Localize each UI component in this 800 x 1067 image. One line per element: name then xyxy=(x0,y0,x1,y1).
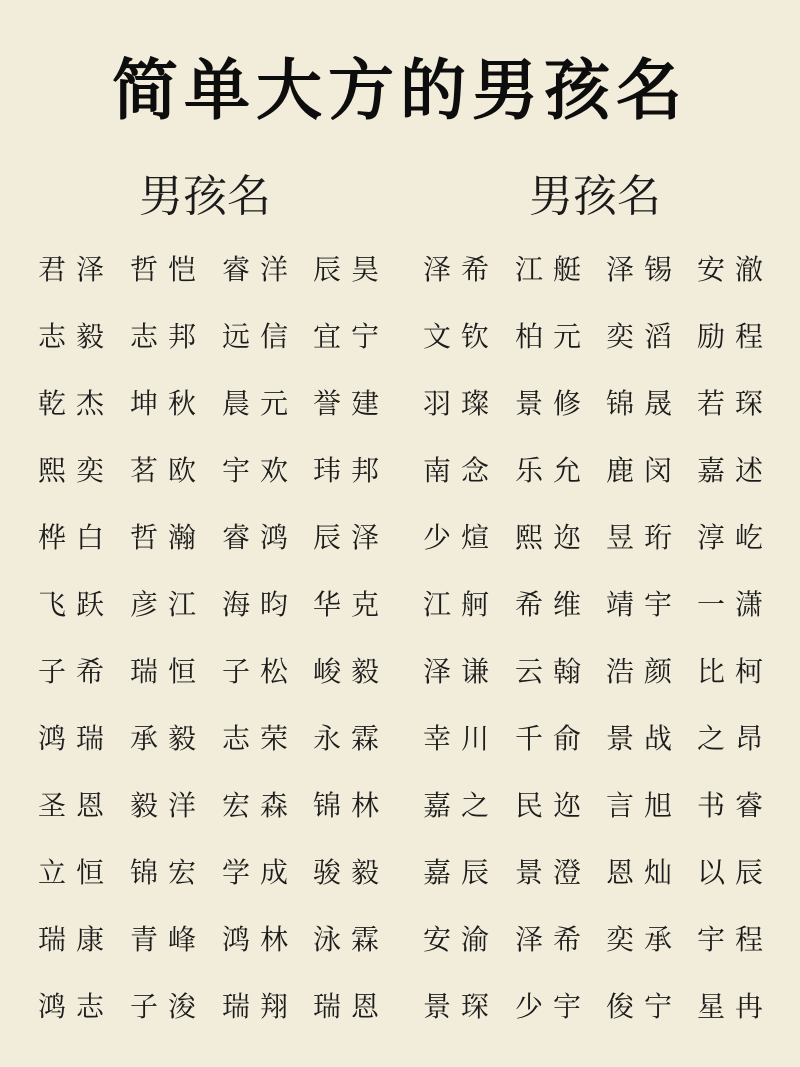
name-item: 泽希 xyxy=(515,923,592,956)
name-item: 永霖 xyxy=(313,722,390,755)
name-item: 瑞恒 xyxy=(130,655,207,688)
name-item: 学成 xyxy=(222,856,299,889)
name-item: 千俞 xyxy=(515,722,592,755)
name-item: 子希 xyxy=(38,655,115,688)
name-item: 熙奕 xyxy=(38,454,115,487)
name-item: 以辰 xyxy=(697,856,774,889)
name-item: 圣恩 xyxy=(38,789,115,822)
name-row xyxy=(0,370,800,437)
name-item: 海昀 xyxy=(222,588,299,621)
name-item: 晨元 xyxy=(222,387,299,420)
name-item: 嘉辰 xyxy=(423,856,500,889)
name-item: 少煊 xyxy=(423,521,500,554)
name-row xyxy=(0,973,800,1040)
name-item: 瑞恩 xyxy=(313,990,390,1023)
name-item: 子浚 xyxy=(130,990,207,1023)
name-item: 昱珩 xyxy=(606,521,683,554)
name-item: 励程 xyxy=(697,320,774,353)
name-item: 睿洋 xyxy=(222,253,299,286)
name-item: 宇欢 xyxy=(222,454,299,487)
name-row xyxy=(0,772,800,839)
name-item: 江舸 xyxy=(423,588,500,621)
name-item: 嘉之 xyxy=(423,789,500,822)
name-item: 熙迩 xyxy=(515,521,592,554)
name-item: 子松 xyxy=(222,655,299,688)
name-row xyxy=(0,303,800,370)
name-item: 文钦 xyxy=(423,320,500,353)
name-item: 奕承 xyxy=(606,923,683,956)
name-item: 乐允 xyxy=(515,454,592,487)
name-item: 恩灿 xyxy=(606,856,683,889)
name-item: 立恒 xyxy=(38,856,115,889)
name-item: 泽希 xyxy=(423,253,500,286)
name-item: 嘉述 xyxy=(697,454,774,487)
name-item: 誉建 xyxy=(313,387,390,420)
name-item: 君泽 xyxy=(38,253,115,286)
name-item: 鸿志 xyxy=(38,990,115,1023)
name-item: 希维 xyxy=(515,588,592,621)
name-item: 安渝 xyxy=(423,923,500,956)
name-item: 云翰 xyxy=(515,655,592,688)
name-item: 辰昊 xyxy=(313,253,390,286)
name-item: 比柯 xyxy=(697,655,774,688)
name-row xyxy=(0,638,800,705)
name-item: 锦林 xyxy=(313,789,390,822)
name-item: 一潇 xyxy=(697,588,774,621)
name-item: 宜宁 xyxy=(313,320,390,353)
name-item: 泽谦 xyxy=(423,655,500,688)
left-column-header: 男孩名 xyxy=(139,171,271,222)
name-item: 哲瀚 xyxy=(130,521,207,554)
name-row xyxy=(0,437,800,504)
name-item: 景战 xyxy=(606,722,683,755)
name-item: 茗欧 xyxy=(130,454,207,487)
page-title: 简单大方的男孩名 xyxy=(112,51,688,129)
name-row xyxy=(0,571,800,638)
name-item: 淳屹 xyxy=(697,521,774,554)
name-item: 承毅 xyxy=(130,722,207,755)
name-item: 锦晟 xyxy=(606,387,683,420)
name-item: 浩颜 xyxy=(606,655,683,688)
name-row xyxy=(0,705,800,772)
name-item: 泽锡 xyxy=(606,253,683,286)
name-item: 鹿闵 xyxy=(606,454,683,487)
name-item: 安澈 xyxy=(697,253,774,286)
name-item: 桦白 xyxy=(38,521,115,554)
name-item: 远信 xyxy=(222,320,299,353)
name-item: 志荣 xyxy=(222,722,299,755)
name-item: 景澄 xyxy=(515,856,592,889)
name-item: 幸川 xyxy=(423,722,500,755)
name-item: 飞跃 xyxy=(38,588,115,621)
name-row xyxy=(0,236,800,303)
name-item: 坤秋 xyxy=(130,387,207,420)
name-item: 瑞翔 xyxy=(222,990,299,1023)
name-item: 景琛 xyxy=(423,990,500,1023)
name-item: 玮邦 xyxy=(313,454,390,487)
name-item: 志毅 xyxy=(38,320,115,353)
name-item: 峻毅 xyxy=(313,655,390,688)
name-item: 鸿林 xyxy=(222,923,299,956)
name-item: 奕滔 xyxy=(606,320,683,353)
name-item: 泳霖 xyxy=(313,923,390,956)
name-item: 民迩 xyxy=(515,789,592,822)
name-item: 景修 xyxy=(515,387,592,420)
name-item: 星冉 xyxy=(697,990,774,1023)
name-item: 宇程 xyxy=(697,923,774,956)
name-item: 俊宁 xyxy=(606,990,683,1023)
name-item: 志邦 xyxy=(130,320,207,353)
name-item: 羽璨 xyxy=(423,387,500,420)
name-item: 言旭 xyxy=(606,789,683,822)
name-item: 彦江 xyxy=(130,588,207,621)
name-item: 南念 xyxy=(423,454,500,487)
name-item: 靖宇 xyxy=(606,588,683,621)
name-item: 柏元 xyxy=(515,320,592,353)
name-item: 哲恺 xyxy=(130,253,207,286)
name-item: 骏毅 xyxy=(313,856,390,889)
name-item: 江艇 xyxy=(515,253,592,286)
right-column-header: 男孩名 xyxy=(529,171,661,222)
names-grid xyxy=(0,236,800,1040)
name-item: 乾杰 xyxy=(38,387,115,420)
name-item: 青峰 xyxy=(130,923,207,956)
name-item: 辰泽 xyxy=(313,521,390,554)
name-item: 鸿瑞 xyxy=(38,722,115,755)
name-item: 瑞康 xyxy=(38,923,115,956)
name-item: 锦宏 xyxy=(130,856,207,889)
name-item: 宏森 xyxy=(222,789,299,822)
name-item: 少宇 xyxy=(515,990,592,1023)
name-item: 书睿 xyxy=(697,789,774,822)
name-row xyxy=(0,906,800,973)
name-row xyxy=(0,504,800,571)
name-item: 睿鸿 xyxy=(222,521,299,554)
name-item: 之昂 xyxy=(697,722,774,755)
name-item: 华克 xyxy=(313,588,390,621)
name-item: 毅洋 xyxy=(130,789,207,822)
name-item: 若琛 xyxy=(697,387,774,420)
name-row xyxy=(0,839,800,906)
